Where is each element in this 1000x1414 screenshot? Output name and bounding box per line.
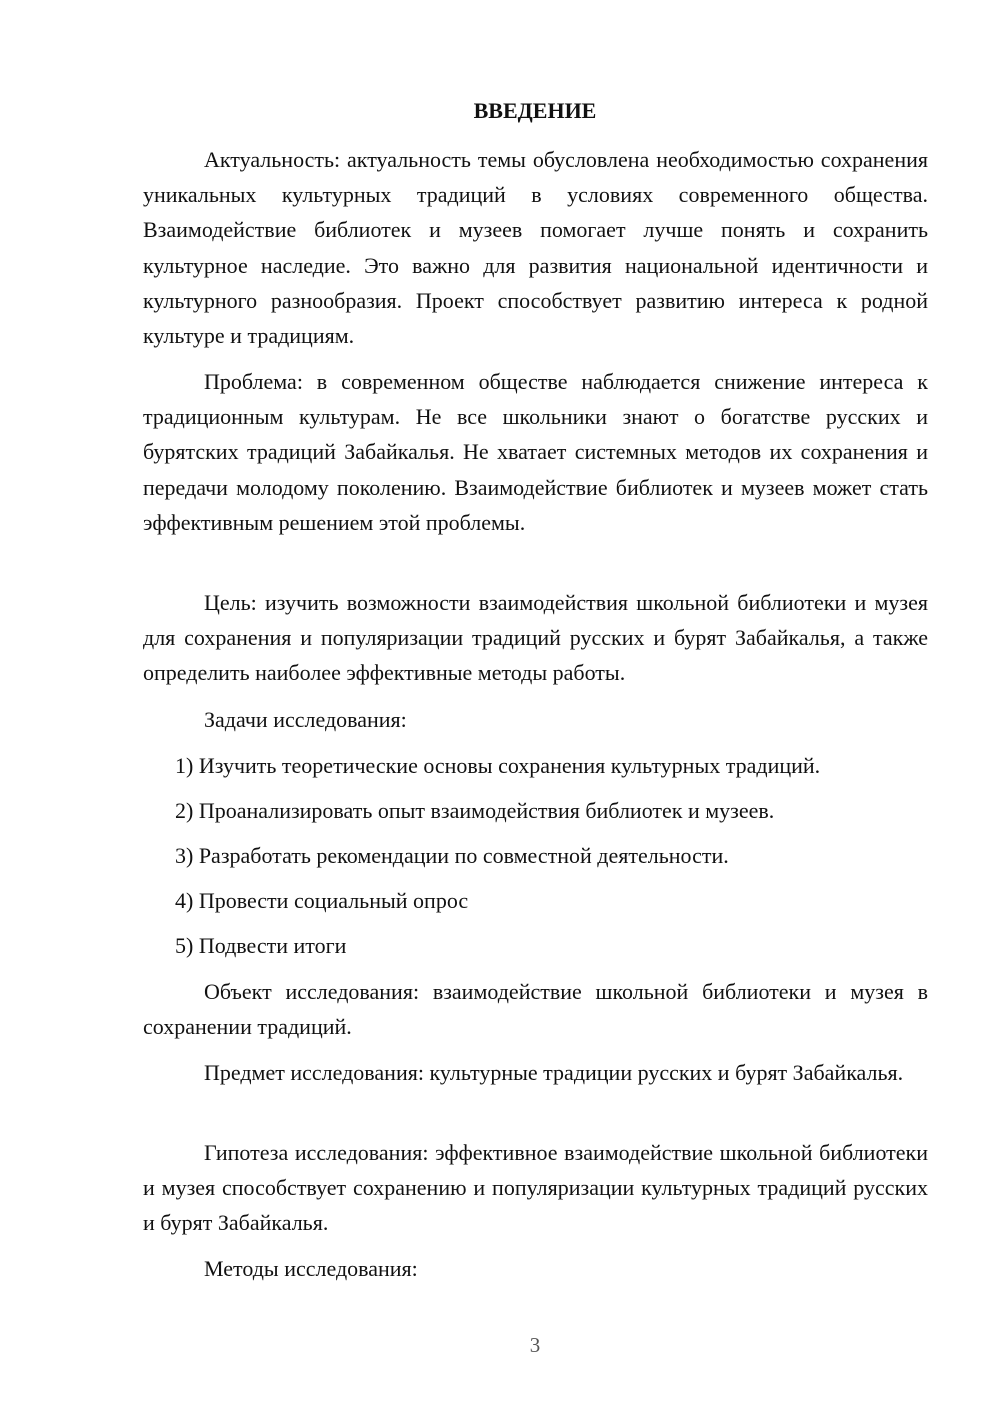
page-title: ВВЕДЕНИЕ: [473, 98, 597, 123]
list-item: 3) Разработать рекомендации по совместной деятельности.: [175, 843, 729, 868]
list-item: 1) Изучить теоретические основы сохранения культурных традиций.: [175, 753, 821, 778]
list-item: 2) Проанализировать опыт взаимодействия библиотек и музеев.: [175, 798, 775, 823]
list-item: 4) Провести социальный опрос: [175, 888, 469, 913]
page-number: 3: [529, 1333, 541, 1357]
paragraph-object: Объект исследования: взаимодействие школьной библиотеки и музея в сохранении традиций.: [143, 979, 928, 1040]
methods-heading: Методы исследования:: [204, 1256, 418, 1281]
list-item: 5) Подвести итоги: [175, 933, 347, 958]
paragraph-problem: Проблема: в современном обществе наблюдается снижение интереса к традиционным культурам. Не все школьники знают о богатстве русских и бурятских традиций Забайкалья. Не хватает системных методов их сохранения и передачи молодому поколению. Взаимодействие библиотек и музеев может стать эффективным решением этой проблемы.: [143, 369, 928, 535]
paragraph-subject: Предмет исследования: культурные традиции русских и бурят Забайкалья.: [204, 1060, 904, 1085]
tasks-heading: Задачи исследования:: [204, 707, 407, 732]
paragraph-hypothesis: Гипотеза исследования: эффективное взаимодействие школьной библиотеки и музея способствует сохранению и популяризации культурных традиций русских и бурят Забайкалья.: [143, 1140, 928, 1236]
paragraph-relevance: Актуальность: актуальность темы обусловлена необходимостью сохранения уникальных культурных традиций в условиях современного общества. Взаимодействие библиотек и музеев помогает лучше понять и сохранить культурное наследие. Это важно для развития национальной идентичности и культурного разнообразия. Проект способствует развитию интереса к родной культуре и традициям.: [143, 147, 928, 349]
paragraph-goal: Цель: изучить возможности взаимодействия школьной библиотеки и музея для сохранения и популяризации традиций русских и бурят Забайкалья, а также определить наиболее эффективные методы работы.: [143, 590, 928, 686]
